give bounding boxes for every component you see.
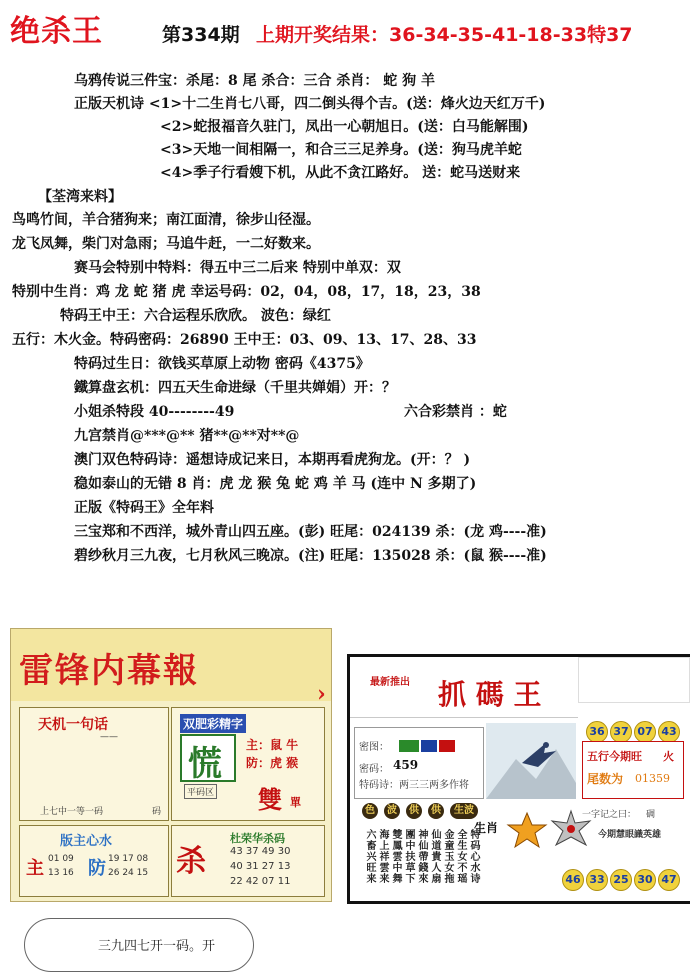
text-line: 小姐杀特段 40--------49: [74, 404, 235, 420]
text-line: 澳门双色特码诗：遥想诗成记来日，本期再看虎狗龙。(开：？ ): [74, 452, 471, 468]
number-ball: 07: [634, 721, 656, 743]
tag-label: 生波: [450, 803, 478, 819]
weishu-label: 尾数为: [587, 772, 624, 786]
verse-column: 金童玉女拖: [442, 829, 453, 884]
dan-char: 單: [290, 796, 301, 809]
text-line: 乌鸦传说三件宝：杀尾：8 尾 杀合：三合 杀肖： 蛇 狗 羊: [74, 73, 435, 89]
number-ball: 36: [586, 721, 608, 743]
white-block: [578, 657, 690, 703]
fang-label: 防：虎 猴: [246, 756, 299, 770]
big-char-box: [180, 734, 236, 782]
poster-right-title: 抓 碼 王: [438, 678, 542, 711]
mima-label: 密图：: [359, 742, 389, 753]
mima-logo-bar: [399, 740, 419, 752]
text-line: 稳如泰山的无错 8 肖：虎 龙 猴 兔 蛇 鸡 羊 马 (连中 N 多期了): [74, 476, 477, 492]
mima-num: 459: [393, 758, 419, 772]
mima-logo: [399, 740, 459, 752]
number-ball: 25: [610, 869, 632, 891]
text-line: 【荃湾来料】: [38, 189, 122, 205]
rooster-icon: [550, 809, 592, 849]
tag-new: 最新推出: [370, 677, 410, 688]
text-line: 赛马会特别中特料：得五中三二后来 特别中单双：双: [74, 260, 401, 276]
mima-box: [354, 727, 484, 799]
zhu-big: 主: [26, 858, 44, 879]
text-line: 正版《特码王》全年料: [74, 500, 214, 516]
text-line: 九宫禁肖@***@** 猪**@**对**@: [74, 428, 300, 444]
sec-tianji-title: 天机一句话: [38, 717, 108, 733]
verse-column: 特码心水诗: [468, 829, 479, 884]
sha-row: 40 31 27 13: [230, 861, 291, 872]
text-line: 鐵算盘玄机：四五天生命进绿（千里共婵娟）开：？: [74, 380, 396, 396]
sha-row: 43 37 49 30: [230, 846, 291, 857]
text-line: 特码王中王：六合运程乐欣欣。 波色：绿红: [60, 308, 331, 324]
sec-tianji-sub: ——: [100, 732, 118, 742]
zhu-label: 主：鼠 牛: [246, 738, 299, 752]
verse-column: 團中扶草下: [403, 829, 414, 884]
wuxing-box: [582, 741, 684, 799]
text-line: 鸟鸣竹间，羊合猪狗来；南江面清，徐步山径湿。: [12, 212, 320, 228]
number-ball: 37: [610, 721, 632, 743]
text-line-right: 六合彩禁肖 ：蛇: [404, 404, 507, 420]
number-ball: 46: [562, 869, 584, 891]
tiger-image: [506, 811, 548, 849]
verse-column: 海上祥雲来: [377, 829, 388, 884]
page-title: 绝杀王: [10, 14, 103, 49]
rooster-image: [550, 809, 592, 849]
tag-label: 波: [384, 803, 400, 819]
tiger-icon: [506, 811, 548, 849]
speech-bubble-text: 三九四七开一码。开: [98, 939, 216, 954]
issue-number: 第334期: [162, 24, 240, 46]
sec-shuangfei-title: 双肥彩精字: [180, 714, 246, 733]
weishu-val: 01359: [635, 772, 670, 785]
shengxiao-label: 生肖: [474, 821, 499, 835]
text-line: 特码过生日：欲钱买草原上动物 密码《4375》: [74, 356, 370, 372]
text-line: 五行：木火金。特码密码：26890 王中王：03、09、13、17、28、33: [12, 332, 477, 348]
sec-sha-title: 杜荣华杀码: [230, 832, 285, 845]
poster-left: [10, 628, 332, 902]
mima-logo-bar: [421, 740, 437, 752]
tag-label: 供: [406, 803, 422, 819]
mima-logo-bar: [439, 740, 455, 752]
shuang-char: 雙: [258, 785, 282, 814]
verse-column: 六畜兴旺来: [364, 829, 375, 884]
number-ball: 33: [586, 869, 608, 891]
tag-label: 供: [428, 803, 444, 819]
sec-tianji: [19, 707, 169, 821]
sha-char: 杀: [176, 844, 206, 879]
text-line: 龙飞凤舞，柴门对急雨；马追牛赶，一二好数来。: [12, 236, 320, 252]
number-ball: 47: [658, 869, 680, 891]
sec-banzhu-title: 版主心水: [60, 834, 113, 849]
sec-banzhu: [19, 825, 169, 897]
number-ball: 43: [658, 721, 680, 743]
text-line: <4>季子行看嫂下机，从此不贪江路好。 送：蛇马送财来: [160, 165, 521, 181]
sec-tianji-row-end: 码: [152, 807, 162, 817]
fang-big: 防: [88, 858, 106, 879]
text-line: 正版天机诗 <1>十二生肖七八哥，四二倒头得个吉。(送：烽火边天红万千): [74, 96, 546, 112]
wuxing-val: 火: [663, 750, 674, 763]
ping-label: 平码区: [184, 784, 217, 799]
verse-column: 神仙帶錢來: [416, 829, 427, 884]
bird-image: [486, 723, 576, 799]
verse-column: 仙道貴人扇: [429, 829, 440, 884]
text-line: <2>蛇报福音久驻门，凤出一心朝旭日。(送：白马能解围): [160, 119, 529, 135]
sec-tianji-row-label: 上七中一等一码: [40, 807, 104, 817]
zhu-nums: 01 09 13 16: [48, 854, 74, 878]
text-line: 碧纱秋月三九夜，七月秋风三晚凉。(注) 旺尾：135028 杀：(鼠 猴----准): [74, 548, 547, 564]
mima-code-label: 密码：: [359, 764, 389, 775]
big-char: 慌: [188, 744, 222, 784]
yizi-label: 一字记之曰：: [582, 810, 637, 820]
sec-shuangfei: [171, 707, 325, 821]
text-line: 特别中生肖：鸡 龙 蛇 猪 虎 幸运号码：02，04，08，17，18，23，38: [12, 284, 481, 300]
poster-right: [347, 654, 690, 904]
text-line: 三宝郑和不西洋，城外青山四五座。(彭) 旺尾：024139 杀：(龙 鸡----准): [74, 524, 547, 540]
yizi-val: 碉: [646, 810, 656, 820]
tema-shi: 特码诗：两三三两多作将: [359, 780, 469, 791]
sha-row: 22 42 07 11: [230, 876, 291, 887]
verse-column: 全生女不瑶: [455, 829, 466, 884]
number-ball: 30: [634, 869, 656, 891]
text-line: <3>天地一间相隔一，和合三三足养身。(送：狗马虎羊蛇: [160, 142, 522, 158]
verse-column: 雙鳳雲中舞: [390, 829, 401, 884]
bird-illustration: [486, 723, 576, 799]
sec-sha: [171, 825, 325, 897]
wuxing-label: 五行今期旺: [587, 750, 642, 763]
right-arrow-icon[interactable]: ›: [317, 681, 326, 707]
fang-nums: 19 17 08 26 24 15: [108, 854, 149, 878]
tag-label: 色: [362, 803, 378, 819]
last-result: 上期开奖结果：36-34-35-41-18-33特37: [256, 24, 633, 46]
poster-left-title: 雷锋内幕報: [19, 651, 199, 691]
bottom-note: 今期慧眼識英雄: [598, 830, 662, 840]
